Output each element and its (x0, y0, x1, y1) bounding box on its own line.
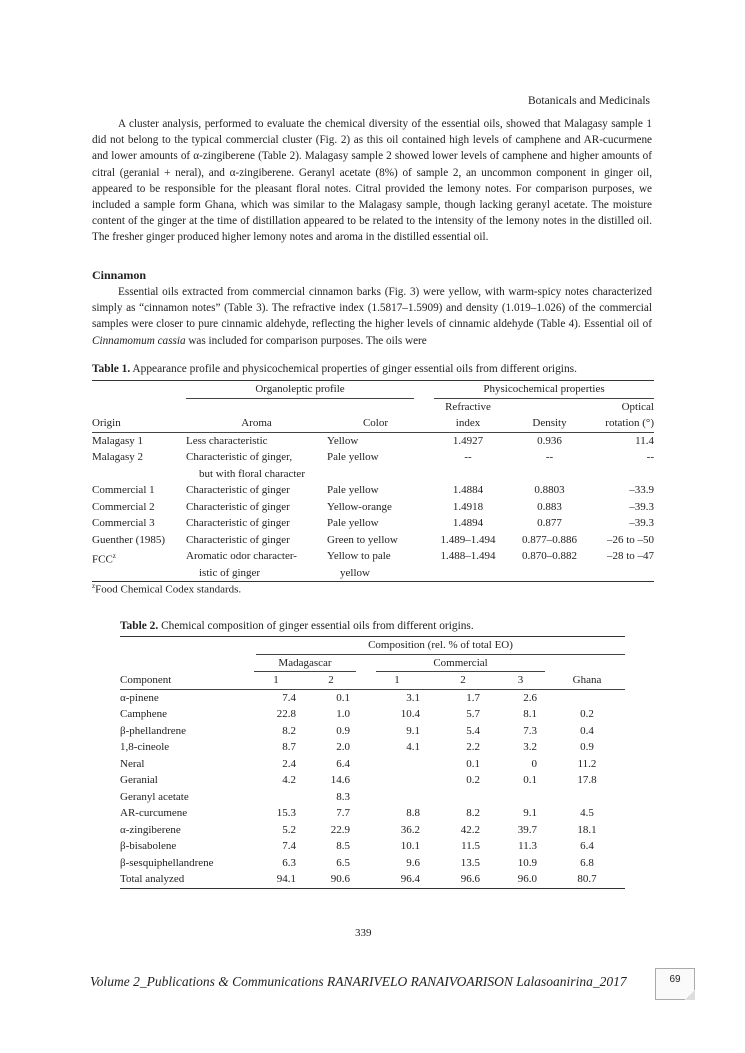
table1-cell-origin: Malagasy 1 (92, 434, 144, 447)
table2-cell-value (250, 789, 302, 806)
table2-label: Table 2. (120, 620, 159, 632)
table1-caption (92, 363, 577, 375)
table2-cell-component: β-bisabolene (120, 840, 177, 852)
section-heading-cinnamon: Cinnamon (92, 268, 147, 282)
table1-cell-density: 0.870–0.882 (512, 548, 587, 582)
table2-cell-value: 0.2 (580, 708, 594, 720)
table2-cell-value: 2.6 (523, 691, 537, 704)
table1-cell-index: 1.4918 (452, 500, 484, 513)
table2-cell-value: 13.5 (460, 856, 480, 869)
table2-cell-value: 8.5 (336, 840, 350, 852)
table2-cell-value: 96.6 (434, 871, 492, 888)
table2-cell-value (549, 789, 625, 806)
table2-cell-value: 6.4 (580, 840, 594, 852)
table2-cell-value: 4.2 (282, 774, 296, 786)
table2-header-m2: 2 (302, 672, 360, 689)
table2-cell-component: α-zingiberene (120, 823, 181, 836)
table2 (120, 636, 625, 889)
table2-cell-value: 8.1 (523, 708, 537, 720)
table1-cell-aroma: Characteristic of ginger (186, 484, 290, 496)
table2-row (120, 789, 625, 806)
table1-cell-density: -- (545, 451, 554, 463)
table2-cell-value: 0.1 (523, 774, 537, 786)
table2-cell-value: 11.5 (461, 840, 480, 852)
table2-cell-value (360, 772, 434, 789)
table2-cell-value: 8.8 (406, 807, 420, 819)
table2-cell-component: β-sesquiphellandrene (120, 856, 214, 869)
table2-cell-component: AR-curcumene (120, 807, 188, 819)
table1-cell-rotation: –39.3 (629, 500, 654, 513)
table2-cell-value: 7.7 (336, 807, 350, 819)
page-box: 69 (655, 968, 695, 1000)
table1-header-rotation: rotation (°) (587, 415, 654, 432)
table2-row (120, 855, 625, 872)
table1-header-color: Color (327, 415, 424, 432)
table2-cell-value: 9.1 (523, 807, 537, 819)
table2-row (120, 838, 625, 855)
table1-cell-index: -- (464, 451, 472, 463)
table1-group-organoleptic: Organoleptic profile (186, 381, 424, 399)
table1-caption-text: Appearance profile and physicochemical properties of ginger essential oils from different origins. (132, 363, 577, 375)
table2-cell-value: 8.2 (282, 724, 296, 737)
table2-cell-component: Camphene (120, 708, 168, 720)
table2-cell-value: 2.4 (282, 757, 296, 770)
table2-cell-value: 0.1 (466, 757, 480, 770)
table1-cell-color: Yellow (327, 434, 359, 447)
table2-cell-value: 8.3 (336, 790, 350, 803)
table1-cell-color: Yellow to pale yellow (327, 548, 424, 582)
table1-cell-rotation: –28 to –47 (587, 548, 654, 582)
table2-cell-value (549, 689, 625, 706)
table2-cell-value: 0.9 (580, 741, 594, 753)
table2-cell-component: Geranyl acetate (120, 790, 189, 803)
table1-cell-index: 1.488–1.494 (424, 548, 512, 582)
table1-cell-origin: FCC$^z$ (92, 548, 186, 582)
table2-cell-component: Geranial (120, 774, 158, 786)
table2-header-c2: 2 (434, 672, 492, 689)
table1-cell-rotation: 11.4 (635, 434, 654, 447)
table1-cell-density: 0.936 (537, 434, 562, 447)
table2-cell-value: 39.7 (517, 823, 537, 836)
table2-row (120, 689, 625, 706)
table2-caption-text: Chemical composition of ginger essential oils from different origins. (161, 620, 474, 632)
table2-group-composition: Composition (rel. % of total EO) (250, 637, 625, 655)
table2-cell-value: 94.1 (250, 871, 302, 888)
table2-row (120, 772, 625, 789)
table2-cell-value: 9.1 (406, 724, 420, 737)
table2-cell-value: 0.9 (336, 724, 350, 737)
page-number: 339 (355, 927, 372, 939)
table2-cell-value: 0.2 (466, 774, 480, 786)
table1-cell-color: Pale yellow (327, 517, 379, 529)
table1-header-index: index (424, 415, 512, 432)
table1-cell-density: 0.877–0.886 (522, 533, 577, 546)
table1-cell-index: 1.4894 (452, 517, 484, 529)
table2-header-m1: 1 (250, 672, 302, 689)
table1-row (92, 515, 654, 532)
table2-cell-value: 17.8 (577, 774, 597, 786)
table2-cell-value: 0.4 (580, 724, 594, 737)
table2-cell-value: 36.2 (400, 823, 420, 836)
table1-cell-color: Pale yellow (327, 451, 379, 463)
table2-cell-value: 1.7 (466, 691, 480, 704)
table1-cell-aroma: Characteristic of ginger (186, 500, 290, 513)
running-header: Botanicals and Medicinals (528, 95, 650, 107)
table2-cell-value (360, 756, 434, 773)
table1-row (92, 482, 654, 499)
table2-cell-value: 3.2 (523, 741, 537, 753)
table2-header-c1: 1 (360, 672, 434, 689)
table2-cell-value: 22.8 (276, 708, 296, 720)
table2-row (120, 723, 625, 740)
table2-cell-value (492, 789, 549, 806)
table1-row (92, 532, 654, 549)
table2-cell-value (434, 789, 492, 806)
table1-cell-index: 1.4884 (452, 484, 484, 496)
table1-cell-color: Pale yellow (327, 484, 379, 496)
paragraph-cluster-analysis (92, 116, 652, 246)
table1-header-density: Density (512, 415, 587, 432)
table1-header-aroma: Aroma (186, 415, 327, 432)
table1-header-origin: Origin (92, 415, 186, 432)
table2-cell-value: 0.1 (336, 691, 350, 704)
species-name: Cinnamomum cassia (92, 334, 186, 347)
table2-group-commercial: Commercial (360, 655, 549, 673)
table2-header-ghana: Ghana (549, 672, 625, 689)
table1-cell-index: 1.4927 (452, 434, 484, 447)
table2-row (120, 871, 625, 888)
table2-cell-value: 42.2 (460, 823, 480, 836)
table2-cell-value: 4.1 (406, 741, 420, 753)
table2-cell-value: 2.0 (336, 741, 350, 753)
table2-cell-value: 6.8 (580, 856, 594, 869)
table2-cell-value: 9.6 (406, 856, 420, 869)
table2-cell-component: Total analyzed (120, 871, 250, 888)
table2-cell-component: β-phellandrene (120, 724, 187, 737)
table1-cell-aroma: Aromatic odor character- istic of ginger (186, 548, 327, 582)
table1-cell-color: Yellow-orange (327, 500, 392, 513)
table1-cell-rotation: -- (646, 451, 654, 463)
table2-row (120, 805, 625, 822)
table1-cell-aroma: Characteristic of ginger, but with floral character (186, 451, 305, 480)
table1-cell-density: 0.877 (537, 517, 562, 529)
table2-cell-value: 7.4 (282, 840, 296, 852)
table2-cell-value: 10.4 (400, 708, 420, 720)
table1 (92, 380, 654, 582)
table2-cell-value (360, 789, 434, 806)
table1-cell-rotation: –33.9 (629, 484, 654, 496)
table2-cell-value: 8.7 (282, 741, 296, 753)
table1-cell-density: 0.8803 (534, 484, 565, 496)
table2-cell-value: 90.6 (302, 871, 360, 888)
table2-cell-value: 7.3 (523, 724, 537, 737)
table2-header-c3: 3 (492, 672, 549, 689)
table2-row (120, 706, 625, 723)
table2-cell-value: 6.5 (336, 856, 350, 869)
table2-group-madagascar: Madagascar (250, 655, 360, 673)
table2-cell-value: 10.1 (400, 840, 420, 852)
table2-cell-value: 7.4 (282, 691, 296, 704)
paragraph-text: was included for comparison purposes. The oils were (185, 334, 427, 347)
table1-cell-density: 0.883 (537, 500, 562, 513)
table2-cell-value: 0 (531, 757, 537, 770)
table2-cell-value: 11.2 (577, 757, 597, 770)
table2-caption (120, 620, 474, 632)
table1-row (92, 449, 654, 482)
paragraph-cinnamon (92, 284, 652, 349)
table2-cell-value: 6.3 (282, 856, 296, 869)
table2-row (120, 822, 625, 839)
footer-text: Volume 2_Publications & Communications RANARIVELO RANAIVOARISON Lalasoanirina_2017 (90, 974, 627, 989)
table1-row (92, 499, 654, 516)
table2-cell-value: 96.0 (492, 871, 549, 888)
table2-cell-value: 8.2 (466, 807, 480, 819)
table1-cell-rotation: –26 to –50 (606, 533, 654, 546)
table1-row (92, 432, 654, 449)
table2-cell-value: 18.1 (577, 823, 597, 836)
table2-row (120, 739, 625, 756)
table2-cell-value: 11.3 (518, 840, 537, 852)
table2-cell-value: 5.4 (466, 724, 480, 737)
table1-row (92, 548, 654, 582)
paragraph-text: A cluster analysis, performed to evaluate the chemical diversity of the essential oils, showed that Malagasy sample 1 did not belong to the typical commercial cluster (Fig. 2) as this oil contained high levels of camphene and AR-cucurmene and lower amounts of α-zingiberene (Table 2). Malagasy sample 2 showed lower levels of camphene and higher amounts of citral (geranial + neral), and α-zingiberene. Geranyl acetate (8%) of sample 2, an uncommon component in ginger oil, appeared to be responsible for the pleasant floral notes. Citral provided the lemony notes. For comparison purposes, we included a sample form Ghana, which was similar to the Malagasy sample, though lacking geranyl acetate. The moisture content of the ginger at the time of distillation appeared to be related to the intensity of the lemony notes in the distilled oil. The fresher ginger produced higher lemony notes and aroma in the distilled essential oil. (92, 118, 652, 244)
table2-cell-value: 22.9 (330, 823, 350, 836)
table1-cell-color: Green to yellow (327, 533, 398, 546)
table1-label: Table 1. (92, 363, 131, 375)
table1-cell-origin: Commercial 1 (92, 484, 155, 496)
table1-cell-aroma: Characteristic of ginger (186, 517, 290, 529)
table1-cell-origin: Commercial 2 (92, 500, 155, 513)
table1-cell-origin: Commercial 3 (92, 517, 155, 529)
table2-cell-value: 15.3 (276, 807, 296, 819)
table2-cell-value: 1.0 (336, 708, 350, 720)
table1-cell-aroma: Less characteristic (186, 434, 268, 447)
table1-cell-aroma: Characteristic of ginger (186, 533, 290, 546)
table2-cell-value: 3.1 (406, 691, 420, 704)
table2-cell-value: 14.6 (330, 774, 350, 786)
table1-group-physico: Physicochemical properties (424, 381, 654, 399)
table2-cell-value: 6.4 (336, 757, 350, 770)
table2-cell-value: 80.7 (549, 871, 625, 888)
paragraph-text: Essential oils extracted from commercial cinnamon barks (Fig. 3) were yellow, with warm-spicy notes characterized simply as “cinnamon notes” (Table 3). The refractive index (1.5817–1.5909) and density (1.019–1.026) of the commercial samples were closer to pure cinnamic aldehyde, reflecting the higher levels of cinnamic aldehyde (Table 4). Essential oil of (92, 286, 652, 331)
table2-cell-value: 10.9 (517, 856, 537, 869)
table1-cell-rotation: –39.3 (629, 517, 654, 529)
table2-cell-value: 5.7 (466, 708, 480, 720)
table2-header-component: Component (120, 672, 250, 689)
table1-cell-origin: Malagasy 2 (92, 451, 144, 463)
table2-cell-component: α-pinene (120, 691, 159, 704)
table2-cell-value: 4.5 (580, 807, 594, 819)
table2-cell-value: 2.2 (466, 741, 480, 753)
table1-cell-index: 1.489–1.494 (440, 533, 496, 546)
table1-cell-origin: Guenther (1985) (92, 533, 166, 546)
table2-cell-value: 96.4 (360, 871, 434, 888)
table2-cell-component: Neral (120, 757, 145, 770)
table1-sub-optical: Optical (621, 400, 654, 413)
table1-sub-refractive: Refractive (445, 400, 491, 413)
table2-cell-component: 1,8-cineole (120, 741, 170, 753)
table2-row (120, 756, 625, 773)
table2-cell-value: 5.2 (282, 823, 296, 836)
table1-footnote: $^z$Food Chemical Codex standards. (92, 582, 242, 596)
